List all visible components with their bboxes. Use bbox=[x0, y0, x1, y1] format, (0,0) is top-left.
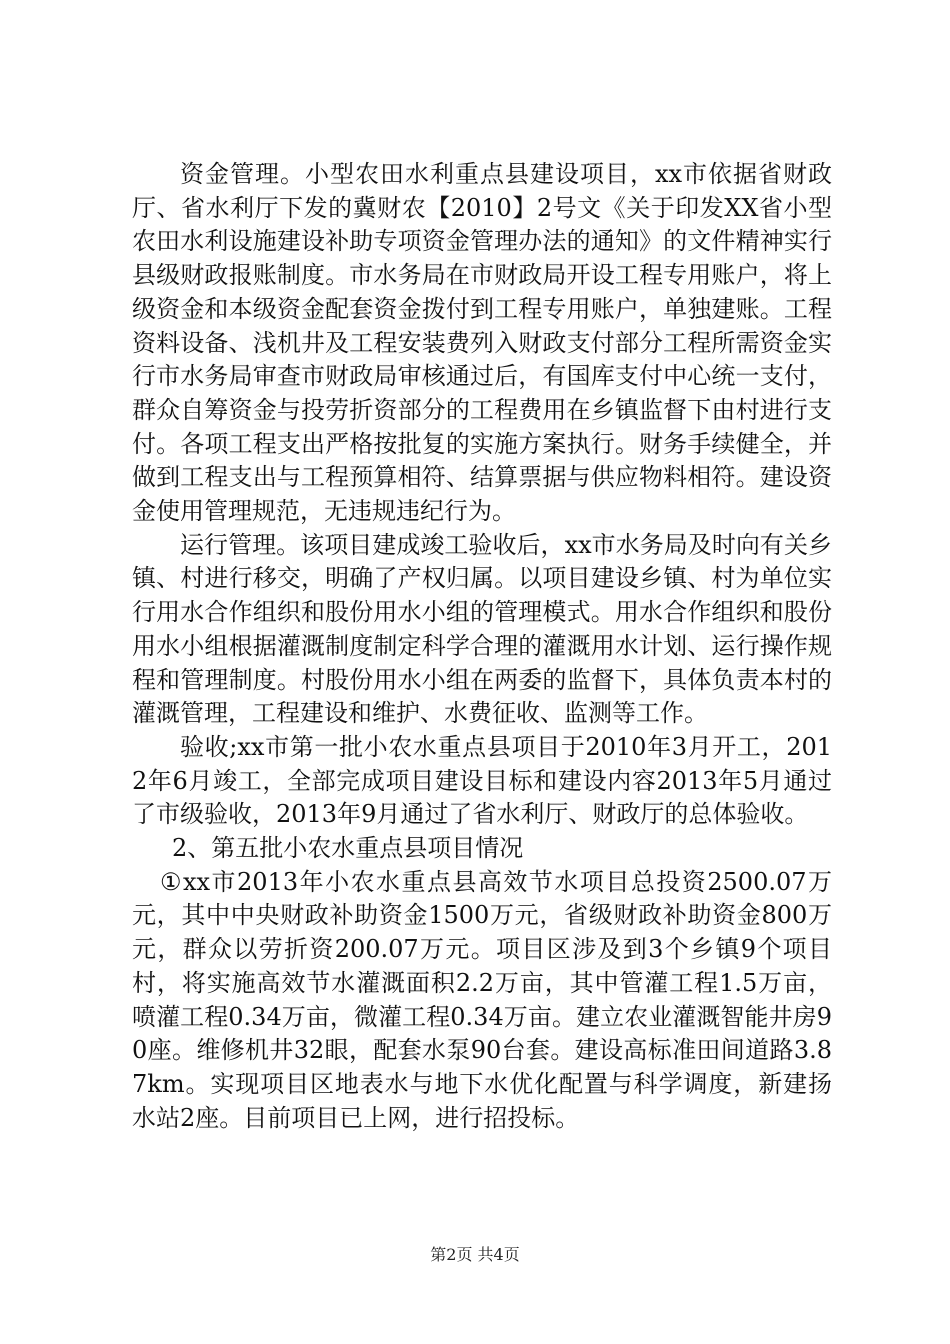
document-body bbox=[132, 158, 832, 1135]
paragraph-acceptance: 验收;xx市第一批小农水重点县项目于2010年3月开工，2012年6月竣工，全部完成项目建设目标和建设内容2013年5月通过了市级验收，2013年9月通过了省水利厅、财政厅的总体验收。 bbox=[132, 732, 832, 829]
page-number-footer: 第2页 共4页 bbox=[430, 1245, 520, 1264]
section-heading-fifth-batch: 2、第五批小农水重点县项目情况 bbox=[172, 834, 524, 863]
paragraph-fund-management: 资金管理。小型农田水利重点县建设项目，xx市依据省财政厅、省水利厅下发的冀财农【2010】2号文《关于印发XX省小型农田水利设施建设补助专项资金管理办法的通知》的文件精神实行县级财政报账制度。市水务局在市财政局开设工程专用账户，将上级资金和本级资金配套资金拨付到工程专用账户，单独建账。工程资料设备、浅机井及工程安装费列入财政支付部分工程所需资金实行市水务局审查市财政局审核通过后，有国库支付中心统一支付，群众自筹资金与投劳折资部分的工程费用在乡镇监督下由村进行支付。各项工程支出严格按批复的实施方案执行。财务手续健全，并做到工程支出与工程预算相符、结算票据与供应物料相符。建设资金使用管理规范，无违规违纪行为。 bbox=[132, 160, 832, 526]
paragraph-project-investment: ①xx市2013年小农水重点县高效节水项目总投资2500.07万元，其中中央财政补助资金1500万元，省级财政补助资金800万元，群众以劳折资200.07万元。项目区涉及到3个乡镇9个项目村，将实施高效节水灌溉面积2.2万亩，其中管灌工程1.5万亩，喷灌工程0.34万亩，微灌工程0.34万亩。建立农业灌溉智能井房90座。维修机井32眼，配套水泵90台套。建设高标准田间道路3.87km。实现项目区地表水与地下水优化配置与科学调度，新建扬水站2座。目前项目已上网，进行招投标。 bbox=[132, 867, 832, 1132]
paragraph-operation-management: 运行管理。该项目建成竣工验收后，xx市水务局及时向有关乡镇、村进行移交，明确了产权归属。以项目建设乡镇、村为单位实行用水合作组织和股份用水小组的管理模式。用水合作组织和股份用水小组根据灌溉制度制定科学合理的灌溉用水计划、运行操作规程和管理制度。村股份用水小组在两委的监督下，具体负责本村的灌溉管理，工程建设和维护、水费征收、监测等工作。 bbox=[132, 530, 832, 728]
